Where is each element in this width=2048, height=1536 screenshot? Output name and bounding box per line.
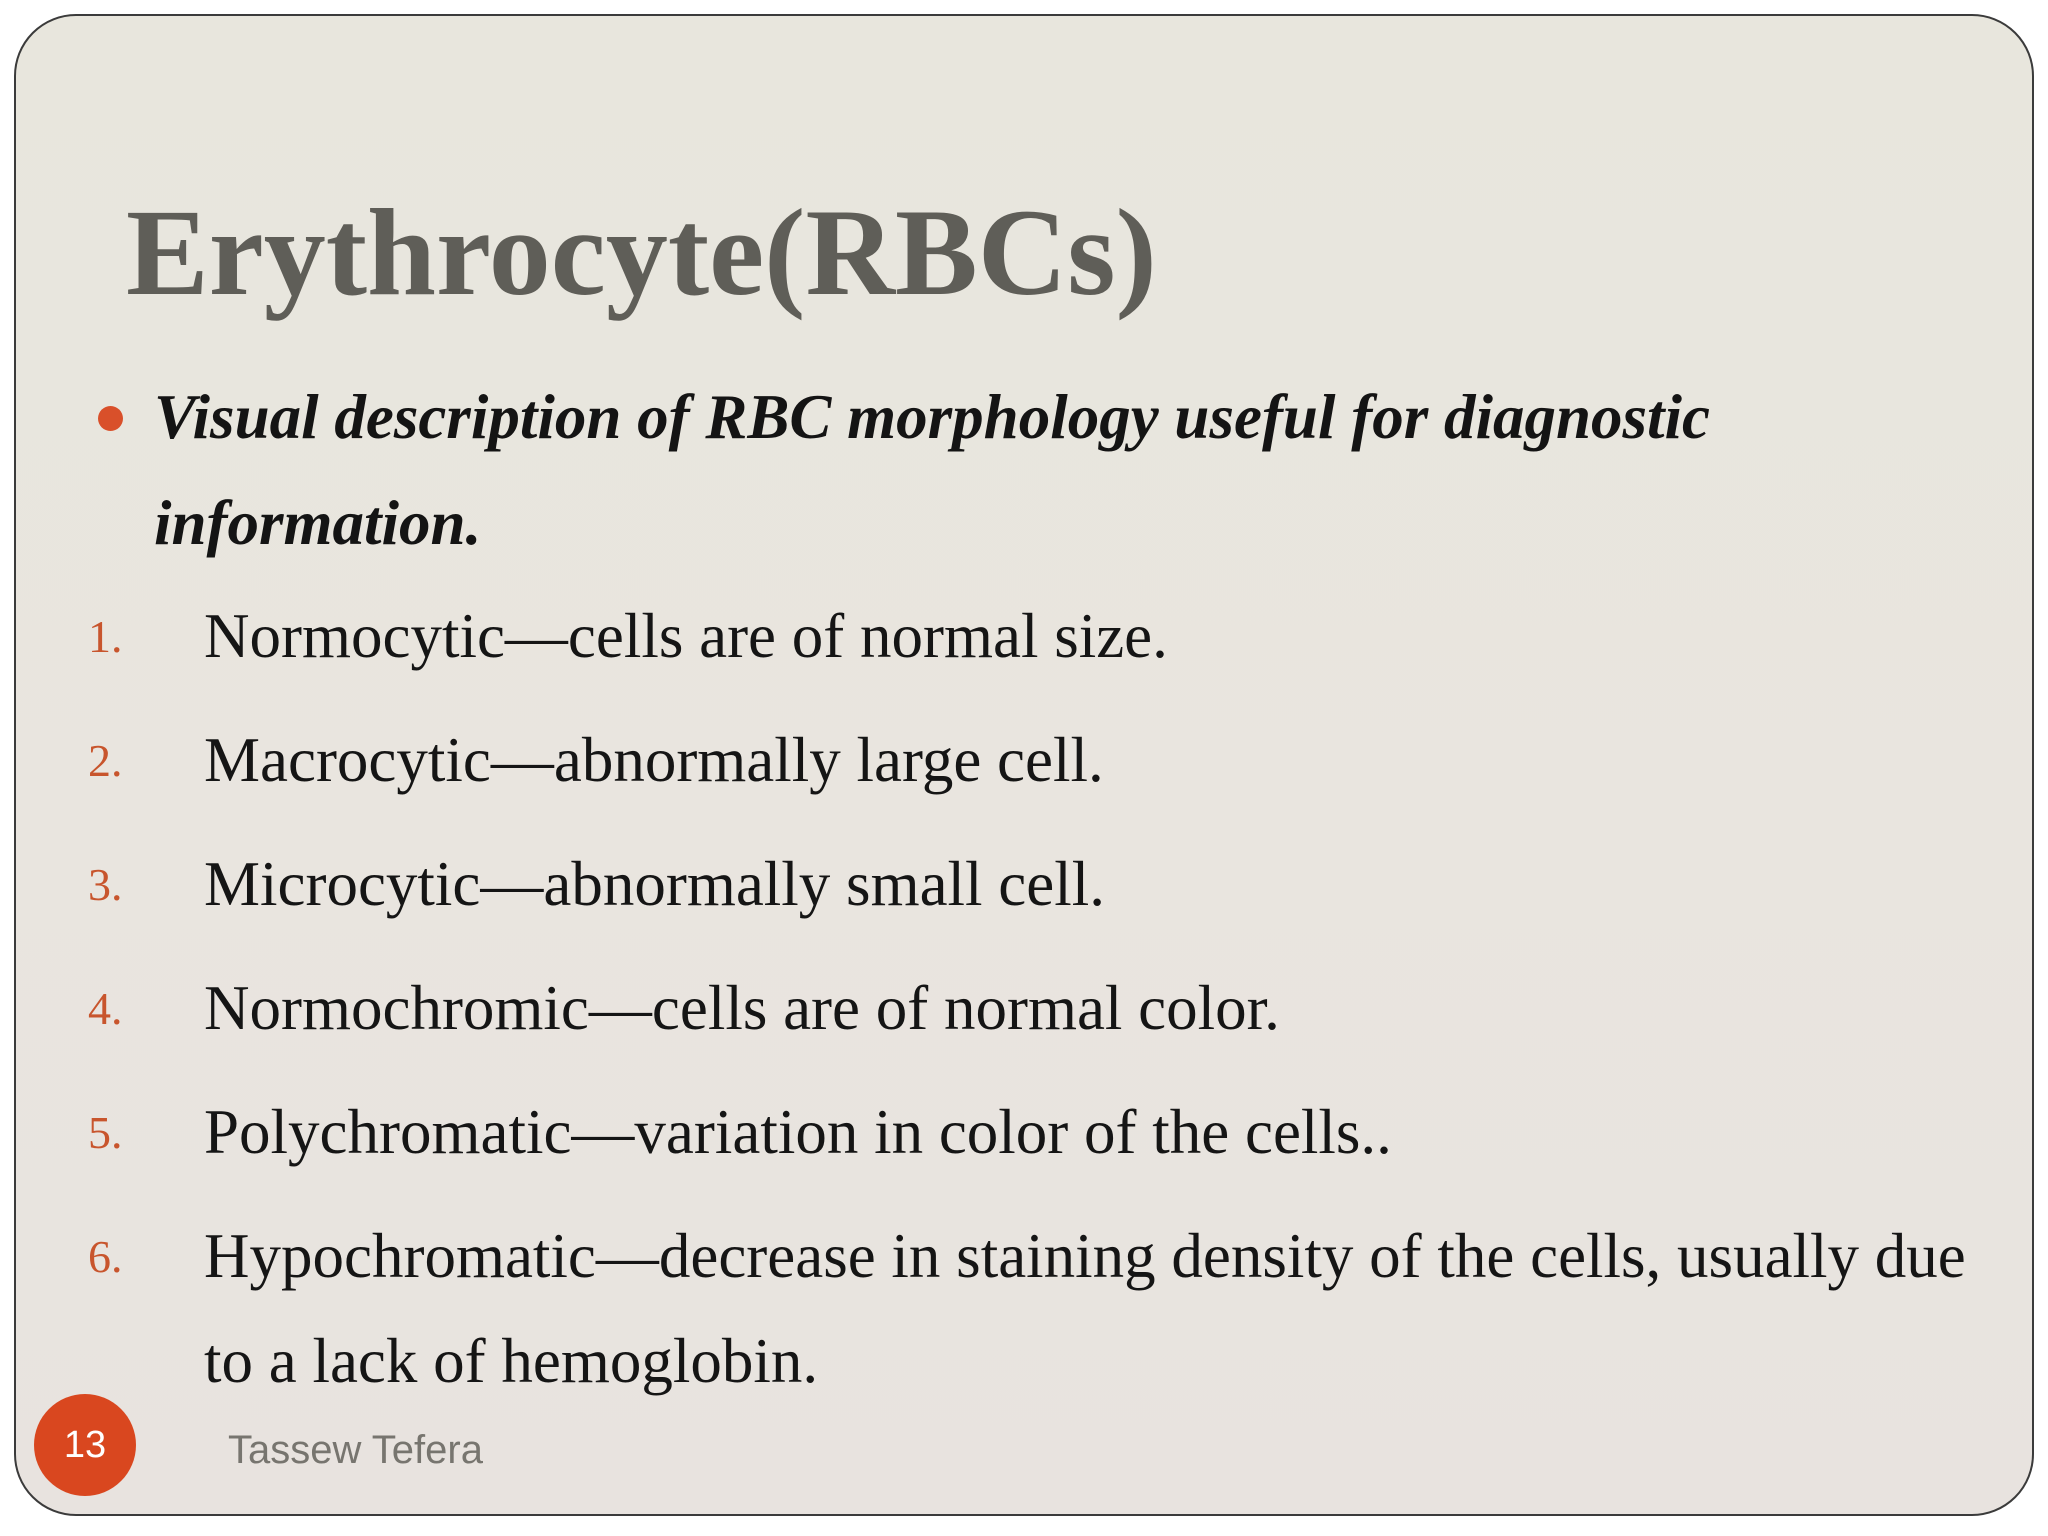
list-text: Microcytic—abnormally small cell.	[204, 849, 1105, 919]
list-number: 3.	[88, 859, 123, 910]
list-text: Normochromic—cells are of normal color.	[204, 973, 1280, 1043]
page-number-badge: 13	[34, 1394, 136, 1496]
list-item	[88, 956, 1988, 1061]
list-number: 5.	[88, 1107, 123, 1158]
list-text: Macrocytic—abnormally large cell.	[204, 725, 1104, 795]
list-item	[88, 584, 1988, 689]
footer-author: Tassew Tefera	[228, 1428, 483, 1472]
list-text: Hypochromatic—decrease in staining density of the cells, usually due to a lack of hemoglobin.	[204, 1221, 1966, 1396]
list-item	[88, 1204, 1988, 1414]
list-text: Polychromatic—variation in color of the cells..	[204, 1097, 1392, 1167]
list-number: 1.	[88, 611, 123, 662]
list-text: Normocytic—cells are of normal size.	[204, 601, 1168, 671]
list-item	[88, 1080, 1988, 1185]
slide-title: Erythrocyte(RBCs)	[126, 184, 1157, 321]
bullet-text: Visual description of RBC morphology useful for diagnostic information.	[154, 382, 1710, 558]
bullet-dot-icon	[98, 406, 123, 431]
list-number: 4.	[88, 983, 123, 1034]
morphology-list	[88, 584, 1988, 1433]
list-number: 2.	[88, 735, 123, 786]
list-number: 6.	[88, 1231, 123, 1282]
list-item	[88, 708, 1988, 813]
slide	[14, 14, 2034, 1516]
list-item	[88, 832, 1988, 937]
bullet-point	[154, 364, 1954, 576]
